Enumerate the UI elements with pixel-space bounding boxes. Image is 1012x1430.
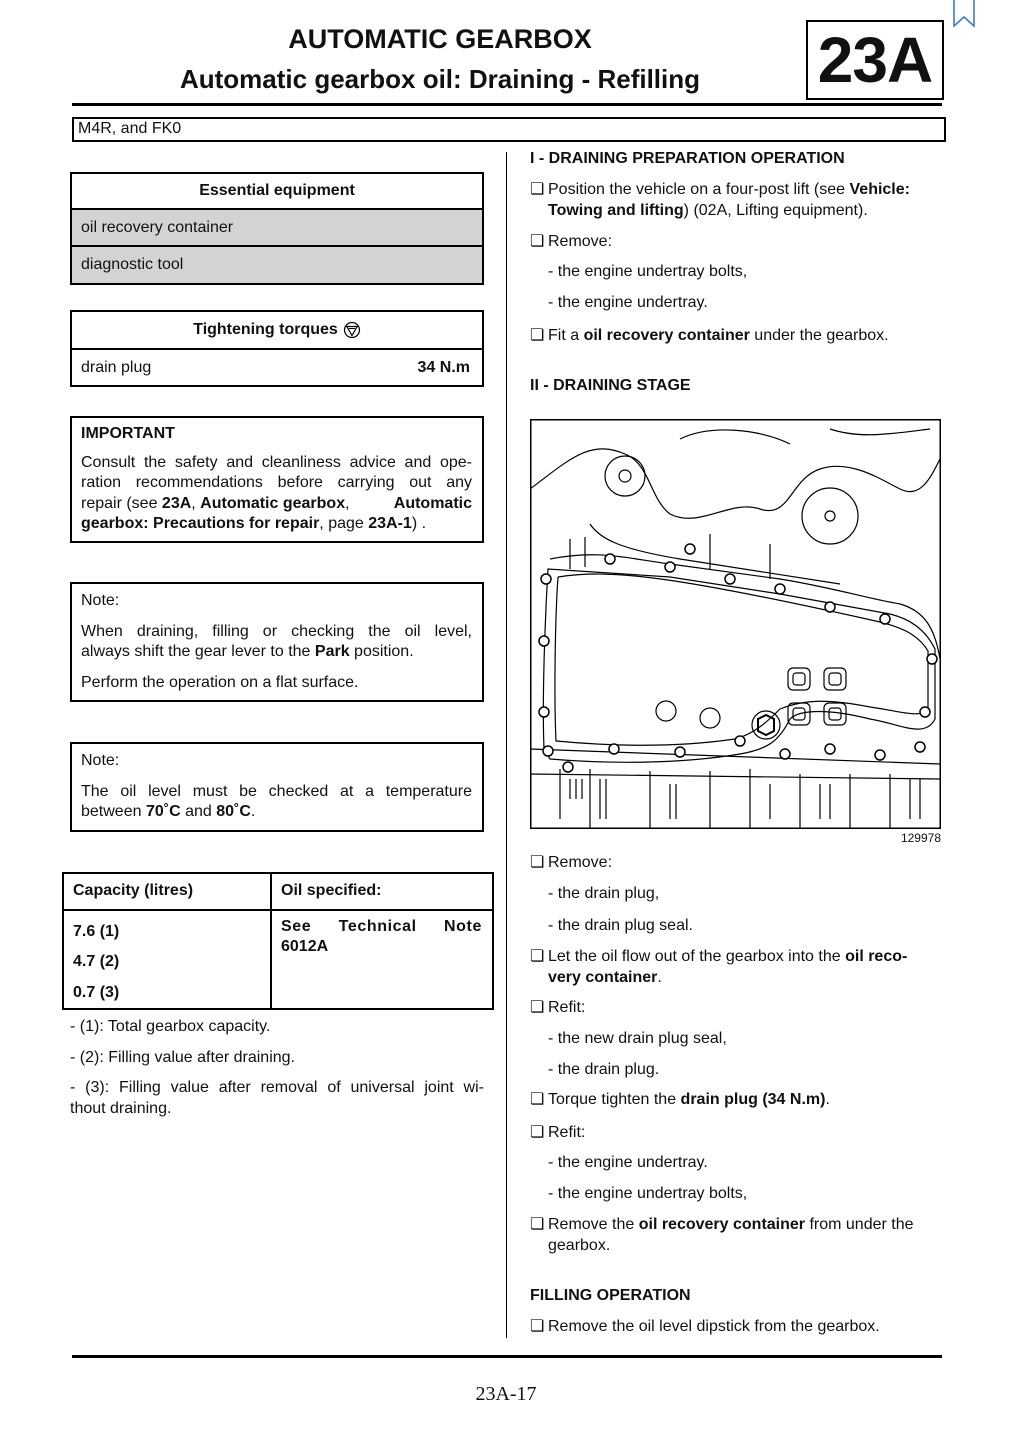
step-item — [530, 1215, 942, 1254]
sub-step: - the drain plug, — [548, 885, 660, 902]
step-text: Remove the oil recovery container from under the gearbox. — [548, 1216, 914, 1254]
section-heading: I - DRAINING PREPARATION OPERATION — [530, 150, 845, 167]
applicability-bar: M4R, and FK0 — [72, 117, 946, 142]
step-text: Torque tighten the drain plug (34 N.m). — [548, 1091, 830, 1108]
oil-spec-line: 6012A — [281, 937, 329, 955]
footnote: thout draining. — [70, 1099, 172, 1117]
capacity-table-header — [64, 874, 492, 911]
step-text: Refit: — [548, 1124, 586, 1141]
header-rule — [72, 103, 942, 106]
footnote: - (3): Filling value after removal of universal joint wi- — [70, 1079, 484, 1096]
capacity-value: 7.6 (1) — [73, 922, 120, 940]
step-item — [530, 1090, 942, 1111]
torque-row — [72, 350, 482, 385]
torque-item-label: drain plug — [81, 358, 152, 376]
footnote: - (2): Filling value after draining. — [70, 1048, 295, 1066]
page-subtitle: Automatic gearbox oil: Draining - Refilling — [179, 64, 701, 94]
capacity-value: 4.7 (2) — [73, 953, 120, 970]
step-text: Remove the oil level dipstick from the gearbox. — [548, 1318, 880, 1335]
sub-step: - the drain plug. — [548, 1061, 660, 1078]
sub-step: - the engine undertray. — [548, 1154, 708, 1171]
note-line: The oil level must be checked at a temperature — [81, 782, 472, 800]
step-text: Remove: — [548, 233, 613, 250]
oil-spec-line: See Technical Note — [281, 917, 482, 935]
figure-number: 129978 — [900, 831, 941, 845]
sub-step: - the engine undertray bolts, — [548, 1185, 748, 1202]
note-box — [70, 742, 484, 832]
checkbox-icon: ❏ — [530, 233, 545, 250]
step-text: Remove: — [548, 854, 613, 871]
capacity-values — [64, 911, 272, 1009]
section-heading: FILLING OPERATION — [530, 1287, 691, 1304]
step-item — [530, 853, 942, 874]
column-divider — [506, 152, 507, 1338]
sub-step: - the new drain plug seal, — [548, 1030, 727, 1047]
checkbox-icon: ❏ — [530, 1216, 545, 1233]
note-box — [70, 582, 484, 702]
page-title: AUTOMATIC GEARBOX — [288, 24, 592, 54]
footer-rule — [72, 1355, 942, 1358]
capacity-header: Capacity (litres) — [64, 874, 272, 909]
checkbox-icon: ❏ — [530, 181, 545, 198]
note-label: Note: — [81, 592, 120, 609]
important-line: Consult the safety and cleanliness advice and ope- — [81, 453, 472, 471]
step-item — [530, 947, 942, 986]
checkbox-icon: ❏ — [530, 999, 545, 1016]
important-line: gearbox: Precautions for repair, page 23A-1) . — [81, 515, 427, 532]
step-item — [530, 326, 942, 347]
checkbox-icon: ❏ — [530, 948, 545, 965]
step-text: Position the vehicle on a four-post lift (see Vehicle: Towing and lifting) (02A, Lifting equipment). — [548, 181, 910, 219]
step-text: Refit: — [548, 999, 586, 1016]
section-code-box: 23A — [806, 20, 944, 100]
sub-step: - the engine undertray. — [548, 294, 708, 311]
step-item — [530, 232, 942, 253]
important-text: Automatic — [393, 494, 472, 512]
torque-item-value: 34 N.m — [417, 358, 470, 376]
torques-heading: Tightening torques — [193, 321, 338, 338]
important-line — [81, 494, 472, 515]
checkbox-icon: ❏ — [530, 327, 545, 344]
checkbox-icon: ❏ — [530, 1318, 545, 1335]
step-item — [530, 1123, 942, 1144]
note-line: always shift the gear lever to the Park position. — [81, 643, 414, 660]
capacity-table-body — [64, 911, 492, 1009]
gearbox-oil-pan-illustration — [530, 419, 941, 829]
page-number: 23A-17 — [475, 1383, 537, 1405]
section-heading: II - DRAINING STAGE — [530, 377, 691, 394]
important-box — [70, 416, 484, 543]
equipment-item: diagnostic tool — [72, 247, 482, 283]
capacity-table — [62, 872, 494, 1010]
step-text: Let the oil flow out of the gearbox into the oil reco- very container. — [548, 948, 908, 986]
step-item — [530, 1317, 942, 1338]
tightening-torques-table — [70, 310, 484, 387]
sub-step: - the engine undertray bolts, — [548, 263, 748, 280]
essential-equipment-table — [70, 172, 484, 285]
capacity-value: 0.7 (3) — [73, 983, 120, 1001]
note-line: between 70˚C and 80˚C. — [81, 803, 256, 820]
bookmark-icon[interactable] — [952, 0, 976, 28]
important-heading: IMPORTANT — [81, 425, 175, 442]
note-line: Perform the operation on a flat surface. — [81, 673, 359, 691]
checkbox-icon: ❏ — [530, 1091, 545, 1108]
footnotes — [70, 1017, 484, 1119]
step-item — [530, 998, 942, 1019]
torque-triangle-icon — [343, 321, 361, 339]
checkbox-icon: ❏ — [530, 1124, 545, 1141]
equipment-item: oil recovery container — [72, 210, 482, 247]
step-item — [530, 180, 942, 219]
equipment-heading: Essential equipment — [72, 174, 482, 210]
checkbox-icon: ❏ — [530, 854, 545, 871]
note-line: When draining, filling or checking the oil level, — [81, 622, 472, 640]
torques-heading-row — [72, 312, 482, 350]
oil-specified-cell — [272, 911, 492, 1009]
sub-step: - the drain plug seal. — [548, 917, 693, 934]
step-text: Fit a oil recovery container under the gearbox. — [548, 327, 889, 344]
important-text: repair (see 23A, Automatic gearbox, — [81, 494, 350, 512]
note-label: Note: — [81, 752, 120, 769]
important-line: ration recommendations before carrying out any — [81, 474, 472, 491]
oil-header: Oil specified: — [281, 882, 382, 900]
footnote: - (1): Total gearbox capacity. — [70, 1018, 271, 1035]
